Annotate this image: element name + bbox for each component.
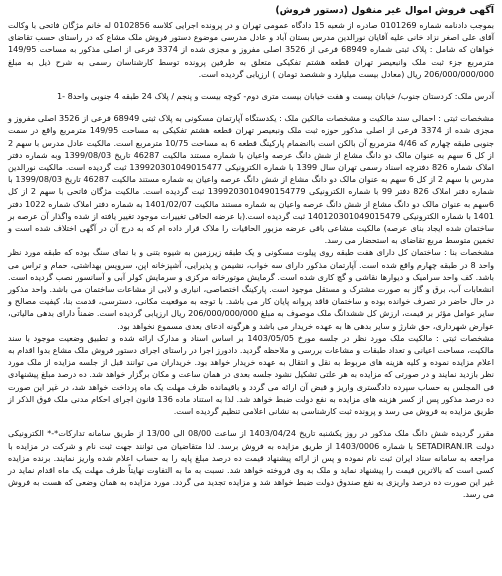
- spacer: [8, 417, 494, 427]
- intro-paragraph: بموجب دادنامه شماره 0101269 صادره از شعبه 15 دادگاه عمومی تهران و در پرونده اجرایی کلاسه 0102856 له خانم مژگان فاتحی با وکالت آقای علی اصغر نزاد خانی علیه آقایان نورالدین مدرس بستان آباد و عادل مدرسی موضوع دستور فروش ملک مشاع که در راستای حسب تقاضای خواهان که شامل : پلاک ثبتی شماره 68949 فرعی از 3526 اصلی مفروز و مجزی شده از 3374 فرعی از اصلی مذکور به مساحت 149/95 مترمربع جزء ثبت ملک وانبعیصر تهران قطعه هشتم تفکیکی متعلق به طرفین پرونده توسط کارشناسان رسمی به شرح ذیل به مبلغ 206/000/000/000 ریال (معادل بیست میلیارد و ششصد تومان ) ارزیابی گردیده است.: [8, 20, 495, 79]
- spacer: [8, 102, 494, 112]
- auction-schedule-paragraph: مقرر گردیده شش دانگ ملک مذکور در روز یکشنبه تاریخ 1403/04/24 از ساعت 08/00 الی 13/00 از طریق سامانه تدارکات*-* الکترونیکی دولت SETADIRAN.IR با شماره 1403/0006 از طریق مزایده به فروش برسد. لذا متقاضیان می توانند جهت ثبت نام و شرکت در مزایده با مراجعه به سامانه ستاد ایران ثبت نام نموده و پس از ارائه پیشنهاد قیمت ده درصد مبلغ پایه را به حساب اعلام شده واریز نمایند. برنده مزایده کسی است که بالاترین قیمت را پیشنهاد نماید و ملک به وی فروخته خواهد شد. نسبت به ما به التفاوت نهایتاً ظرف مهلت یک ماه اقدام نماید در غیر این صورت ده درصد واریزی به نفع صندوق دولت ضبط خواهد شد و مزایده تجدید می گردد. مورد مزایده به همان وضعی که هست به فروش می رسد.: [8, 428, 494, 500]
- document-title: آگهی فروش اموال غیر منقول (دستور فروش): [275, 5, 494, 16]
- building-details-paragraph: مشخصات بنا : ساختمان کل دارای هفت طبقه روی پیلوت مسکونی و یک طبقه زیرزمین به شیوه بتنی و با نمای سنگ بوده که طبقه مورد نظر واحد 8 در طبقه چهارم واقع شده است. آپارتمان مذکور دارای سه خواب، نشیمن و پذیرایی، آشپزخانه اپن، سرویس بهداشتی، حمام و تراس می باشد. کف واحد سرامیک و دیوارها نقاشی و گچ کاری شده است. گرمایش موتورخانه مرکزی و سرمایش کولر آبی و آسانسور نصب گردیده است. انشعابات آب، برق و گاز به صورت مشترک و مستقل موجود است. پارکینگ اختصاصی، انباری و لابی از مشاعات ساختمان می باشد. واحد مذکور در حال حاضر در تصرف خوانده بوده و ساختمان فاقد پروانه پایان کار می باشد. با توجه به موقعیت مکانی، دسترسی، قدمت بنا، کیفیت مصالح و سایر عوامل مؤثر بر قیمت، ارزش کل ششدانگ ملک موصوف به مبلغ 206/000/000/000 ریال ارزیابی گردیده است. ضمناً دارای بدهی مالیاتی، عوارض شهرداری، حق شارژ و سایر بدهی ها به عهده خریدار می باشد و هرگونه ادعای بعدی مسموع نخواهد بود.: [8, 247, 495, 331]
- property-address: آدرس ملک: کردستان جنوب/ خیابان بیست و هفت خیابان بیست متری دوم- کوچه بیست و پنجم / پلاک 24 طبقه 4 جنوبی واحد8 -1: [56, 91, 494, 102]
- auction-terms-paragraph: مشخصات ثبتی : مالکیت ملک مورد نظر در جلسه مورخ 1403/05/05 بر اساس اسناد و مدارک ارائه شده و تطبیق وضعیت موجود با سند مالکیت، مساحت اعیانی و تعداد طبقات و مشاعات بررسی و ملاحظه گردید. دادورز اجرا در راستای اجرای دستور فروش ملک مشاع بدوا اقدام به اعلام مزایده نموده و کلیه هزینه های مربوط به نقل و انتقال به عهده خریدار خواهد بود. خریداران می توانند قبل از جلسه مزایده از ملک مورد نظر بازدید نمایند و در صورتی که مزایده به هر علتی تشکیل نشود جلسه بعدی در همان ساعت و مکان برگزار خواهد شد. ده درصد مبلغ پیشنهادی فی المجلس به حساب سپرده دادگستری واریز و قبض آن ارائه می گردد و باقیمانده ظرف مهلت یک ماه پرداخت خواهد شد، در غیر این صورت ده درصد مذکور پس از کسر هزینه های مزایده به نفع دولت ضبط خواهد شد. لذا به استناد ماده 136 قانون اجرای احکام مدنی ملک فوق الذکر از طریق مزایده به فروش می رسد و پرونده ثبت کارشناسی به نشانی اعلامی تنظیم گردیده است.: [8, 332, 494, 417]
- registration-details-paragraph: مشخصات ثبتی : احمالی سند مالکیت و مشخصات مالکین ملک : یکدستگاه آپارتمان مسکونی به پلاک ثبتی 68949 فرعی از 3526 اصلی مفروز و مجزی شده از 3374 فرعی از اصلی مذکور حوزه ثبت ملک ونبعیصر تهران قطعه هشتم تفکیکی به مساحت 149/95 مترمربع واقع در سمت جنوبی طبقه چهارم که 4/46 مترمربع آن بالکن است باانضمام پارکینگ قطعه 6 به مساحت 10/75 مترمربع است. مالکیت عادل مدرس با سهم 2 از کل 6 سهم به عنوان مالک دو دانگ مشاع از شش دانگ عرصه واعیان با شماره مستند مالکیت 46287 تاریخ 1399/08/03 وبه شماره دفتر املاک شماره 826 دفترچه اسناد رسمی تهران سال 1399 با شماره الکترونیکی 139920301049015477 ثبت گردیده است. مالکیت نورالدین مدرس با سهم 2 از کل 6 سهم به عنوان مالک دو دانگ مشاع از شش دانگ عرصه واعیان به شماره مستند مالکیت 46287 تاریخ 1399/08/03 با شماره دفتر املاک 826 دفتر 99 با شماره الکترونیکی 1399203010490154779 ثبت گردیده است. مالکیت مژگان فاتحی با سهم 2 از کل 6سهم به عنوان مالک دو دانگ مشاع از شش دانگ عرصه واعیان به شماره مستند مالکیت 1401/02/07 به شماره دفتر املاک شماره 1022 دفتر 1401 با شماره الکترونیکی 140120301049015479 ثبت گردیده است.(با عرضه الحاقی تغییرات موجود تغییر یافته از شده واگذار آن عرصه بر ساختمان شده ایجاد بنای عرصه) مالکیت مشاعی باقی عرضه مزبور الحاقیات را ملاک قرار داده ام که به درج آن در آگهی اختلاف شده است و تخمین متوسط مربع تقاضای به استحضار می رسد.: [8, 113, 495, 246]
- spacer: [8, 80, 494, 90]
